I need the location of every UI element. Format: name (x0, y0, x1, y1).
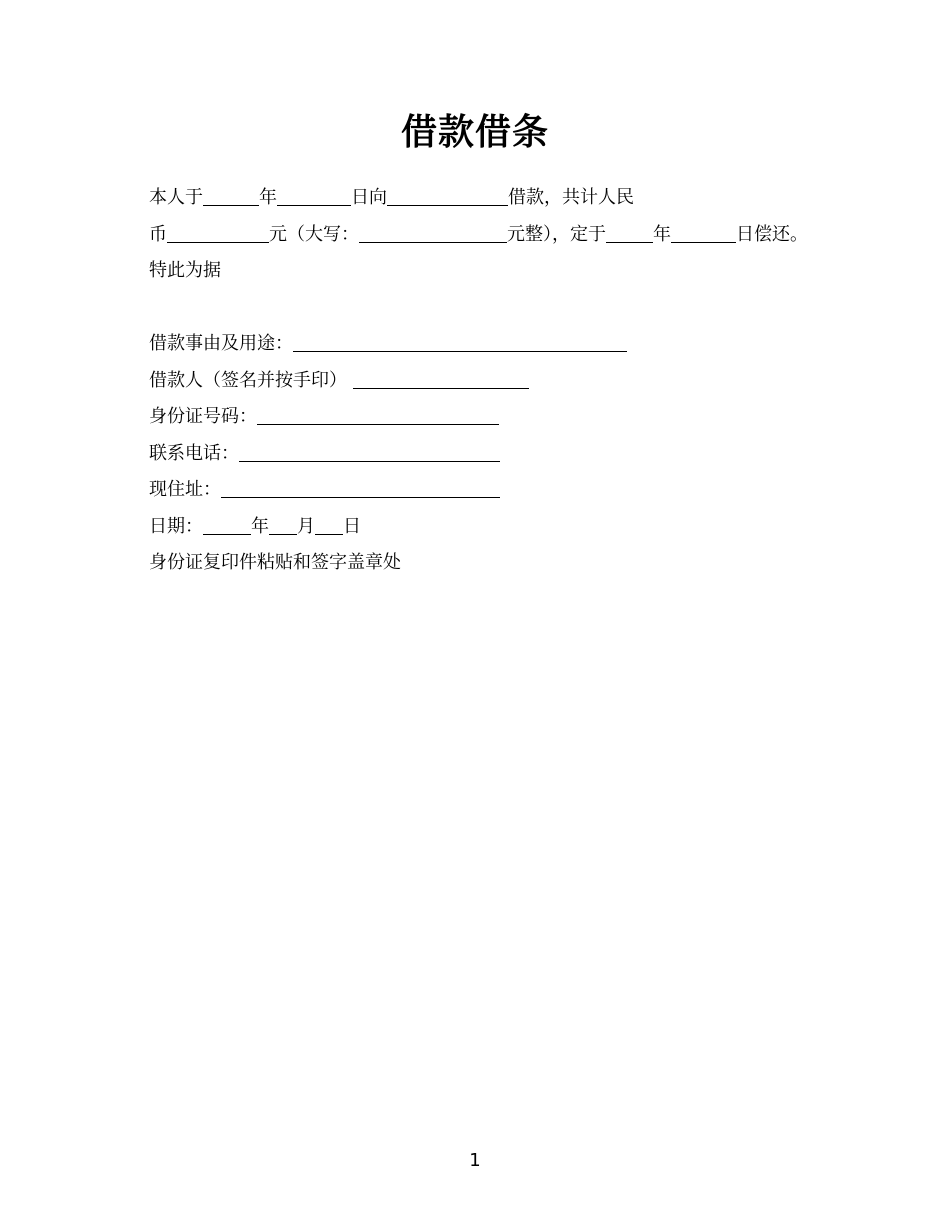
date-month-text: 月 (297, 515, 315, 537)
date-day-text: 日 (343, 515, 361, 537)
id-copy-note (149, 545, 849, 582)
text-yuan-zheng-dingyu: 元整），定于 (507, 223, 606, 245)
text-ri-xiang: 日向 (351, 187, 387, 208)
text-yuan-daxie: 元（大写： (269, 223, 359, 245)
body-line-1 (149, 180, 849, 217)
spacer (149, 290, 849, 327)
page-number: 1 (469, 1150, 481, 1171)
date-year-blank[interactable] (203, 514, 251, 535)
blank-repay-day[interactable] (671, 222, 736, 243)
date-month-blank[interactable] (269, 514, 297, 535)
date-label: 日期： (149, 515, 203, 537)
blank-loan-day[interactable] (277, 185, 351, 206)
date-day-blank[interactable] (315, 514, 343, 535)
field-phone (149, 436, 849, 473)
borrower-label: 借款人（签名并按手印） (149, 369, 347, 391)
field-purpose (149, 326, 849, 363)
field-id-number (149, 399, 849, 436)
date-year-text: 年 (251, 515, 269, 537)
purpose-blank[interactable] (293, 331, 627, 352)
body-line-2 (149, 217, 849, 254)
text-ri-changhuan: 日偿还。 (736, 223, 808, 245)
field-date (149, 509, 849, 546)
phone-blank[interactable] (239, 441, 500, 462)
id-number-blank[interactable] (257, 404, 499, 425)
text-tecǐ-weiju: 特此为据 (149, 260, 221, 281)
field-address (149, 472, 849, 509)
document-title: 借款借条 (400, 112, 549, 153)
field-borrower (149, 363, 849, 400)
blank-amount-number[interactable] (167, 222, 269, 243)
text-bi: 币 (149, 223, 167, 245)
blank-repay-year[interactable] (606, 222, 653, 243)
text-nian: 年 (259, 187, 277, 208)
document-body (149, 180, 849, 582)
text-jiekuan-gongji: 借款，共计人民 (508, 187, 634, 208)
id-copy-note-text: 身份证复印件粘贴和签字盖章处 (149, 552, 401, 573)
text-benren-yu: 本人于 (149, 187, 203, 208)
blank-amount-daxie[interactable] (359, 222, 507, 243)
blank-loan-year[interactable] (203, 185, 259, 206)
text-nian-2: 年 (653, 223, 671, 245)
phone-label: 联系电话： (149, 442, 239, 464)
address-blank[interactable] (221, 477, 500, 498)
blank-lender-name[interactable] (387, 185, 508, 206)
body-line-3 (149, 253, 849, 290)
address-label: 现住址： (149, 479, 221, 500)
id-number-label: 身份证号码： (149, 406, 257, 427)
borrower-signature-blank[interactable] (353, 368, 529, 389)
purpose-label: 借款事由及用途： (149, 333, 293, 354)
